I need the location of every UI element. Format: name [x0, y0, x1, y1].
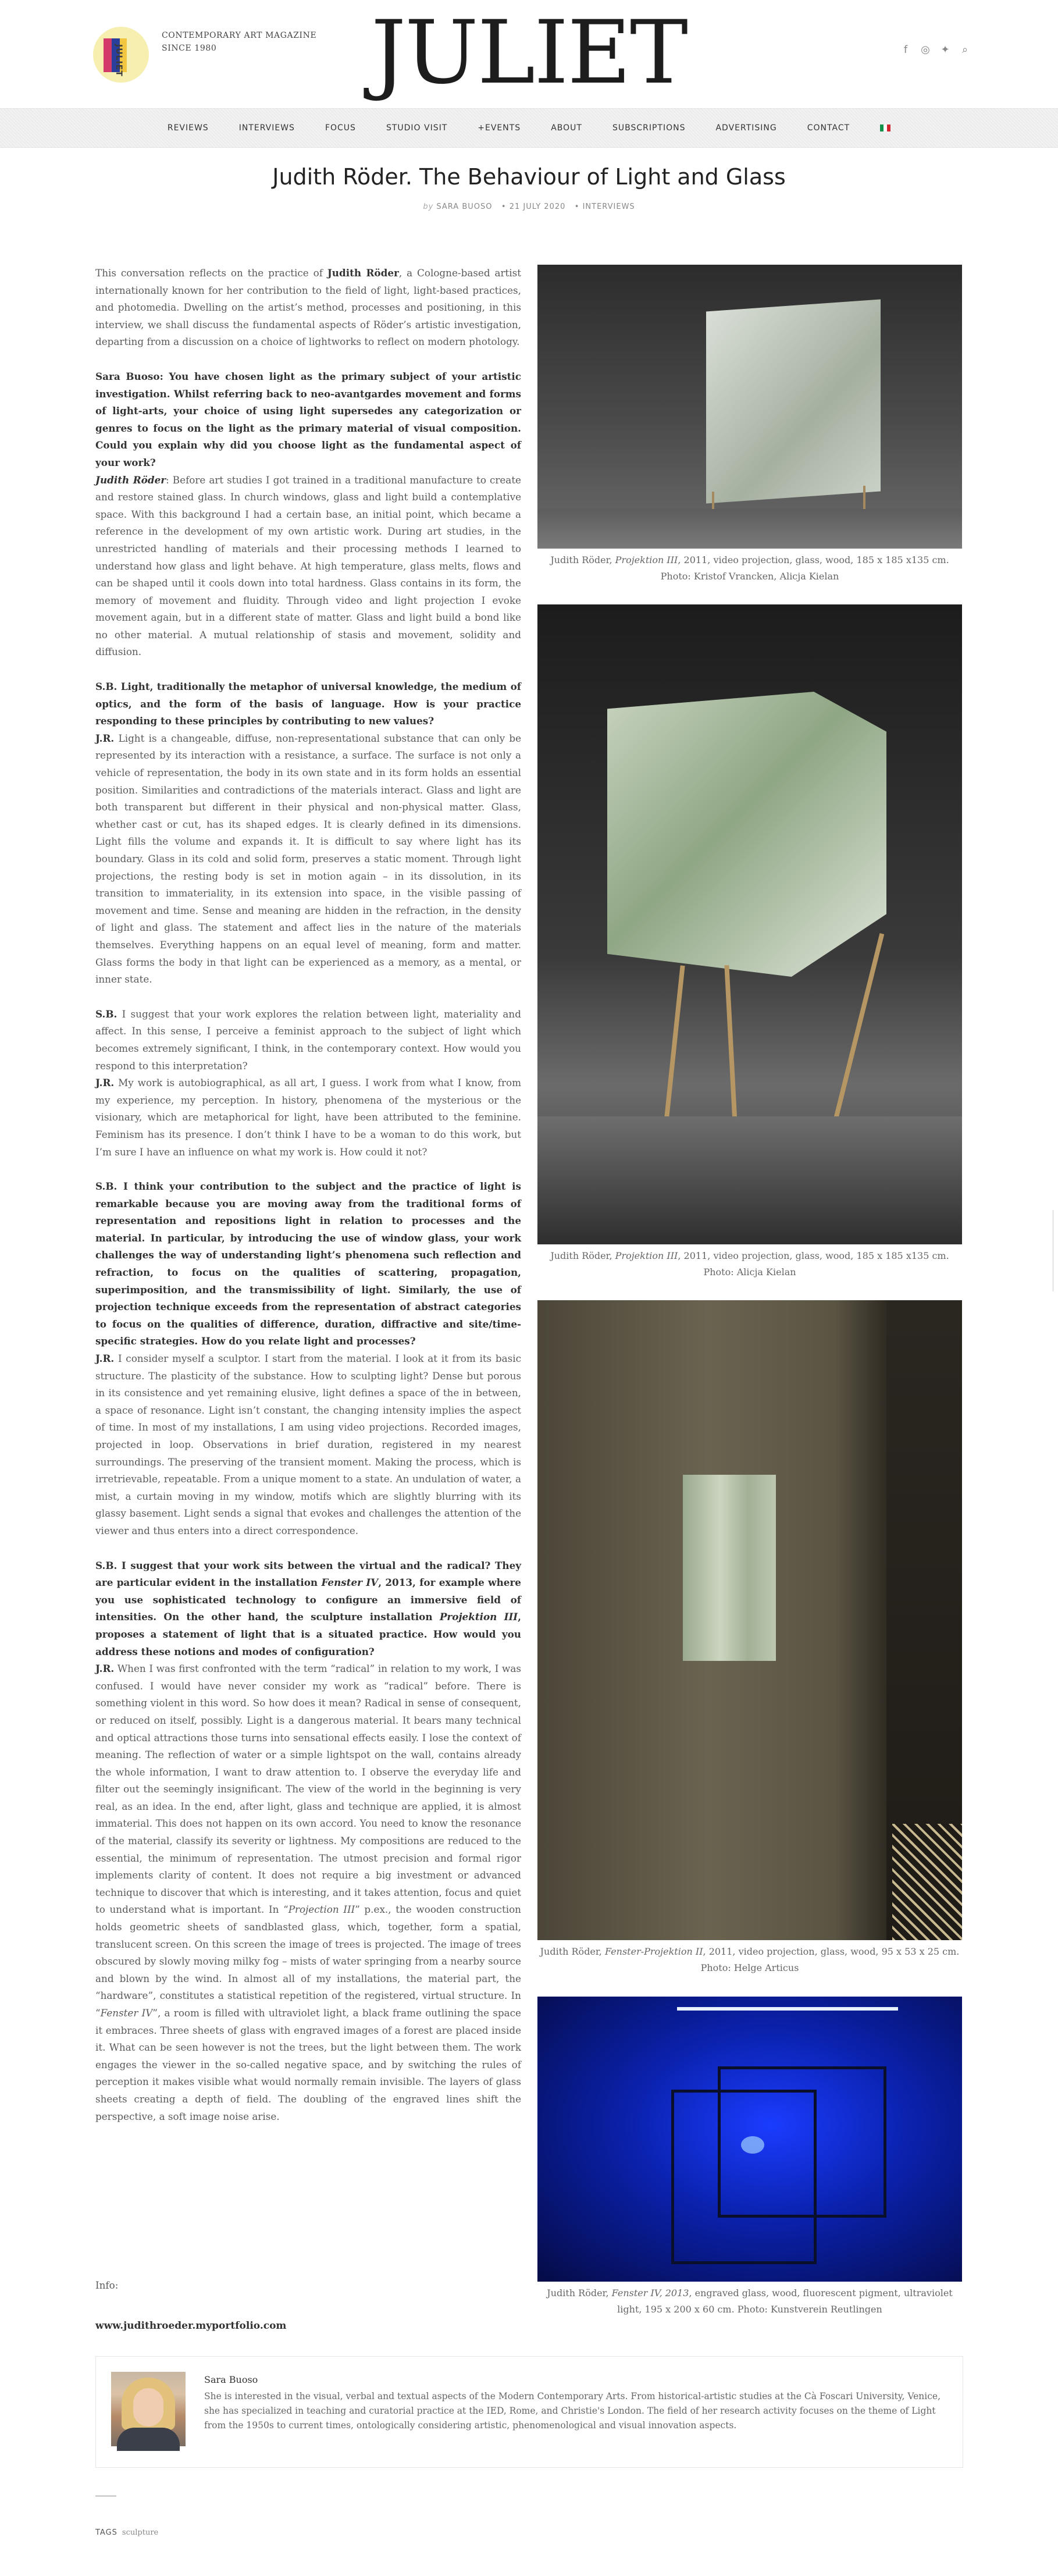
artwork-photo[interactable] [537, 1997, 962, 2282]
figure-caption [537, 2285, 962, 2318]
speaker-label: S.B. [95, 1008, 117, 1020]
scroll-edge[interactable] [1053, 1210, 1058, 1291]
floor-shape [537, 509, 962, 549]
glass-screen-shape [706, 300, 881, 504]
answer-text: ”, a room is filled with ultraviolet light, a black frame outlining the space it embraces. Three sheets of glass with engraved images of a forest are placed inside it. What can be seen however is not the trees, but the light between them. The work engages the viewer in the so-called negative space, and by switching the rules of perception it makes visible what would normally remain invisible. The layers of glass sheets creating a depth of field. The doubling of the engraved lines shift the perspective, a soft image noise arise. [95, 2007, 521, 2122]
tag-link[interactable]: sculpture [122, 2528, 159, 2537]
meta-date: 21 JULY 2020 [509, 202, 566, 211]
caption-artist: Judith Röder, [550, 554, 615, 565]
meta-by: by [423, 202, 434, 211]
avatar-body [117, 2428, 180, 2451]
brand-wordmark[interactable]: JULIET [371, 2, 687, 104]
answer-4 [95, 1350, 521, 1540]
artwork-photo[interactable] [537, 1300, 962, 1940]
work-title: Projection III [288, 1903, 355, 1916]
question-text: S.B. I suggest that your work sits between the virtual and the radical? They are particular evident in the installation [95, 1559, 521, 1589]
main-nav [0, 108, 1058, 148]
figure-caption [537, 1248, 962, 1280]
answer-text: : Before art studies I got trained in a traditional manufacture to create and restore stained glass. In church windows, glass and light build a contemplative space. With this background I had a certain base, an initial point, which became a reference in the development of my own artistic work. During art studies, in the unrestricted handling of materials and their processing methods I learned to understand how glass and light behave. At high temperature, glass melts, flows and can be shaped until it cools down into total hardness. Glass contains in its form, the memory of movement and fluidity. Through video and light projection I evoke movement again, but in a different state of matter. Glass and light build a bond like no other material. A mutual relationship of stasis and movement, solidity and diffusion. [95, 474, 521, 658]
author-box [95, 2356, 963, 2468]
answer-3 [95, 1074, 521, 1161]
answer-text: ” p.ex., the wooden construction holds geometric sheets of sandblasted glass, which, together, form a spatial, translucent screen. On this screen the image of trees is projected. The image of trees obscured by slowly moving milky fog – mists of water springing from a nearby source and blown by the wind. In almost all of my installations, the material part, the “hardware”, constitutes a statistical repetition of the registered, virtual structure. In “ [95, 1903, 521, 2019]
figure-fenster-projektion-ii [537, 1300, 962, 1976]
glass-screen-shape [607, 692, 886, 977]
answer-1 [95, 472, 521, 661]
glow-shape [741, 2136, 764, 2154]
question-text: , 2013, for example where you use sophisticated technology to configure an immersive field of intensities. On the other hand, the sculpture installation [95, 1577, 521, 1623]
caption-photo-credit: Photo: Alicja Kielan [703, 1266, 796, 1278]
answer-5 [95, 1660, 521, 2125]
lattice-shape [892, 1824, 962, 1940]
figure-projektion-iii-2 [537, 604, 962, 1280]
work-title: Projektion III [439, 1611, 518, 1623]
facebook-icon[interactable]: f [903, 44, 908, 56]
twitter-icon[interactable]: ✦ [941, 44, 950, 56]
nav-item-focus[interactable]: FOCUS [325, 123, 356, 133]
question-2 [95, 678, 521, 730]
intro-text: , a Cologne-based artist internationally known for her contribution to the field of light, light-based practices, and photomedia. Dwelling on the artist’s method, processes and positioning, in this interview, we shall discuss the fundamental aspects of Röder’s artistic investigation, departing from a discussion on a choice of lightworks to reflect on modern photology. [95, 267, 522, 348]
caption-photo-credit: Photo: Kristof Vrancken, Alicja Kielan [660, 571, 839, 582]
question-4 [95, 1178, 521, 1350]
avatar[interactable] [111, 2372, 186, 2446]
caption-work: Projektion III [615, 554, 678, 565]
artwork-photo[interactable] [537, 265, 962, 549]
speaker-label: J.R. [95, 1663, 115, 1675]
question-text: , proposes a statement of light that is a situated practice. How would you address these notions and modes of configuration? [95, 1611, 521, 1657]
figure-projektion-iii-1 [537, 265, 962, 585]
intro-text: This conversation reflects on the practice of [95, 267, 327, 279]
question-text: S.B. Light, traditionally the metaphor of universal knowledge, the medium of optics, and the form of the basis of language. How is your practice responding to these principles by contributing to new values? [95, 681, 521, 727]
speaker-label: J.R. [95, 732, 115, 744]
page-title: Judith Röder. The Behaviour of Light and Glass [272, 164, 786, 190]
speaker-label: J.R. [95, 1077, 115, 1089]
post-meta: by SARA BUOSO • 21 JULY 2020 • INTERVIEWS [423, 202, 635, 211]
meta-category[interactable]: INTERVIEWS [582, 202, 635, 211]
article-intro [95, 265, 521, 351]
caption-photo-credit: Photo: Helge Articus [700, 1962, 799, 1973]
artwork-photo[interactable] [537, 604, 962, 1244]
answer-text: I consider myself a sculptor. I start from the material. I look at it from its basic structure. The plasticity of the substance. How to sculpting light? Dense but porous in its consistence and yet remaining elusive, light defines a space of the in between, a space of resonance. Light isn’t constant, the changing intensity implies the aspect of time. In most of my installations, I am using video projections. Recorded images, projected in loop. Observations in brief duration, registered in my nearest surroundings. The preserving of the transient moment. Making the process, which is irretrievable, repeatable. From a unique moment to a state. An undulation of water, a mist, a curtain moving in my window, motifs which are slightly blurring with its glassy basement. Light sends a signal that evokes and challenges the attention of the viewer and thus enters into a direct correspondence. [95, 1353, 521, 1536]
work-title: Fenster IV [100, 2007, 153, 2019]
caption-artist: Judith Röder, [540, 1946, 605, 1957]
figure-caption [537, 552, 962, 585]
avatar-face [133, 2388, 163, 2426]
nav-item-about[interactable]: ABOUT [551, 123, 582, 133]
question-text: S.B. I think your contribution to the subject and the practice of light is remarkable because you are moving away from the traditional forms of representation and repositions light in relation to processes and the material. In particular, by introducing the use of window glass, your work challenges the way of understanding light’s phenomena such reflection and refraction, to focus on the qualities of scattering, propagation, superimposition, and the transmissibility of light. Similarly, the use of projection technique exceeds from the representation of abstract categories to focus on the qualities of difference, duration, diffractive and site/time-specific strategies. How do you relate light and processes? [95, 1180, 521, 1347]
artist-website-link[interactable]: www.judithroeder.myportfolio.com [95, 2320, 287, 2332]
answer-text: My work is autobiographical, as all art, I guess. I work from what I know, from my experience, my perception. In history, phenomena of the mysterious or the visionary, which are metaphorical for light, have been attributed to the feminine. Feminism has its presence. I don’t think I have to be a woman to do this work, but I’m sure I have an influence on what my work is. How could it not? [95, 1077, 521, 1158]
tags-label: TAGS [95, 2528, 117, 2537]
nav-item-studio-visit[interactable]: STUDIO VISIT [386, 123, 448, 133]
nav-item-language[interactable] [865, 109, 906, 147]
search-icon[interactable]: ⌕ [961, 44, 968, 56]
caption-work: Projektion III [615, 1250, 678, 1261]
caption-work: Fenster-Projektion II [604, 1946, 703, 1957]
caption-artist: Judith Röder, [550, 1250, 615, 1261]
work-title: Fenster IV [321, 1577, 379, 1589]
glass-screen-shape [683, 1475, 776, 1661]
nav-item-interviews[interactable]: INTERVIEWS [238, 123, 295, 133]
tagline-line: SINCE 1980 [162, 44, 217, 53]
nav-item-reviews[interactable]: REVIEWS [167, 123, 209, 133]
answer-2 [95, 730, 521, 988]
author-name[interactable]: Sara Buoso [204, 2374, 258, 2385]
caption-details: , engraved glass, wood, fluorescent pigment, ultraviolet light, 195 x 200 x 60 cm. Photo: Kunstverein Reutlingen [617, 2287, 953, 2315]
logo-text: JULIET [114, 44, 123, 77]
italian-flag-icon [880, 124, 890, 131]
caption-details: , 2011, video projection, glass, wood, 185 x 185 x135 cm. [678, 1250, 949, 1261]
figure-fenster-iv [537, 1997, 962, 2318]
caption-details: , 2011, video projection, glass, wood, 185 x 185 x135 cm. [678, 554, 949, 565]
question-text: Sara Buoso: You have chosen light as the primary subject of your artistic investigation. Whilst referring back to neo-avantgardes movement and forms of light-arts, your choice of using light supersedes any categorization or genres to focus on the light as the primary material of visual composition. Could you explain why did you choose light as the fundamental aspect of your work? [95, 370, 521, 468]
nav-item-contact[interactable]: CONTACT [807, 123, 850, 133]
author-bio: She is interested in the visual, verbal and textual aspects of the Modern Contemporary Arts. From historical-artistic studies at the Cà Foscari University, Venice, she has specialized in teaching and curatorial practice at the IED, Rome, and Christie's London. The field of her research activity focuses on the theme of Light from the 1950s to current times, ontologically considering artistic, phenomenological and visual innovation aspects. [204, 2391, 941, 2431]
question-3 [95, 1006, 521, 1074]
article-body [95, 265, 521, 2143]
social-links [900, 44, 971, 56]
question-5 [95, 1557, 521, 1661]
caption-details: , 2011, video projection, glass, wood, 95 x 53 x 25 cm. [703, 1946, 960, 1957]
speaker-label: Judith Röder [95, 474, 166, 486]
instagram-icon[interactable]: ◎ [921, 44, 930, 56]
nav-item-advertising[interactable]: ADVERTISING [715, 123, 777, 133]
site-header [0, 0, 1058, 108]
floor-shape [537, 1116, 962, 1244]
tags-row [95, 2528, 158, 2537]
light-tube-shape [677, 2007, 898, 2011]
caption-work: Fenster IV, 2013 [611, 2287, 689, 2299]
answer-text: Light is a changeable, diffuse, non-representational substance that can only be represented by its interaction with a resistance, a surface. The surface is not only a vehicle of representation, the body in its own state and in its form holds an essential position. Similarities and contradictions of the materials interact. Glass and light are both transparent but different in their physical and non-physical matter. Glass, whether cast or cut, has its shaped edges. It is clearly defined in its dimensions. Light fills the volume and expands it. It is difficult to say where light has its boundary. Glass in its cold and solid form, preserves a static moment. Through light projections, the resting body is set in motion again – in its dissolution, in its transition to immateriality, in its extension into space, in the visible passing of movement and time. Sense and meaning are hidden in the refraction, in the density of light and glass. The statement and affect lies in the nature of the materials themselves. Everything happens on an equal level of meaning, form and matter. Glass forms the body in that light can be experienced as a memory, as a mental, or inner state. [95, 732, 521, 985]
question-text: I suggest that your work explores the relation between light, materiality and affect. In this sense, I perceive a feminist approach to the subject of light which becomes extremely significant, I think, in the contemporary context. How would you respond to this interpretation? [95, 1008, 521, 1072]
artist-name: Judith Röder [327, 267, 399, 279]
question-1 [95, 368, 521, 472]
figure-caption [537, 1944, 962, 1976]
meta-author[interactable]: SARA BUOSO [436, 202, 493, 211]
wood-leg [662, 965, 685, 1139]
speaker-label: J.R. [95, 1353, 115, 1365]
answer-text: When I was first confronted with the term “radical” in relation to my work, I was confused. I would have never consider my work as “radical” before. There is something violent in this word. So how does it mean? Radical in sense of consequent, or reduced on itself, possibly. Light is a dangerous material. It bears many technical and optical attractions those turns into sensational effects easily. I lose the context of meaning. The reflection of water or a simple lightspot on the wall, contains already the whole information, I want to draw attention to. I observe the everyday life and filter out the seemingly insignificant. The view of the world in the beginning is very real, as an idea. In the end, after light, glass and technique are applied, it is almost immaterial. This does not happen on its own accord. You need to know the resonance of the material, classify its severity or lightness. My compositions are reduced to the essential, the minimum of representation. The utmost precision and formal rigor implements clarity of content. It does not require a big investment or advanced technique to discover that which is interesting, and it takes attention, focus and quiet to understand what is important. In “ [95, 1663, 521, 1916]
tagline-line: CONTEMPORARY ART MAGAZINE [162, 31, 317, 40]
nav-item-subscriptions[interactable]: SUBSCRIPTIONS [612, 123, 686, 133]
info-label: Info: [95, 2279, 119, 2291]
nav-item-events[interactable]: +EVENTS [478, 123, 521, 133]
caption-artist: Judith Röder, [547, 2287, 612, 2299]
